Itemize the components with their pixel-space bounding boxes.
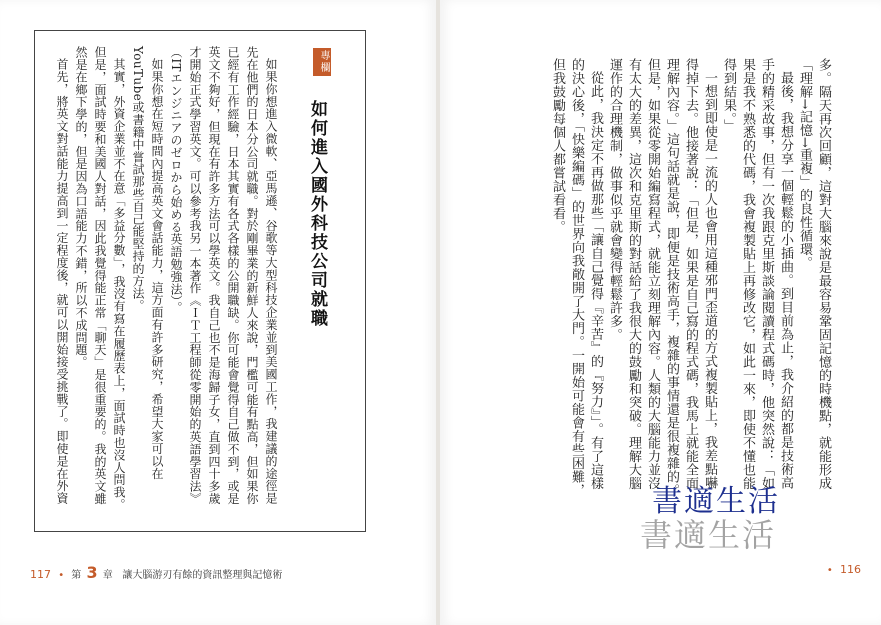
chapter-number: 3: [86, 563, 98, 582]
right-footer: [823, 563, 861, 576]
page-number-right: 116: [840, 563, 861, 576]
body-paragraph: 一想到即使是一流的人也會用這種邪門歪道的方式複製貼上，我差點嚇得掉下去。他接著說：「但是，如果是自己寫的程式碼，我馬上就能全面理解內容。」這句話就是說，即便是技術高手，複雜的事情還是很複雜的。但是，如果從零開始編寫程式，就能立刻理解內容。人類的大腦能力並沒有太大的差異，這次和克里斯的對話給了我很大的鼓勵和突破。理解大腦運作的合理機制，做事似乎就會變得輕鬆許多。: [607, 58, 717, 497]
page-number-left: 117: [30, 568, 51, 581]
body-paragraph: 從此，我決定不再做那些「讓自己覺得『辛苦』的『努力』」。有了這樣的決心後，「快樂編碼」的世界向我敞開了大門。一開始可能會有些困難，但我鼓勵每個人都嘗試看看。: [550, 58, 603, 497]
sidebar-tag: 專欄: [313, 48, 331, 76]
sidebar-paragraph: 如果你想在短時間內提高英文會話能力，這方面有許多研究，希望大家可以在YouTube或書籍中嘗試那些自己能堅持的方法。: [131, 46, 164, 480]
watermark-text: 書適生活: [652, 484, 780, 519]
chapter-suffix: 章: [102, 570, 113, 581]
body-paragraph: 最後，我想分享一個輕鬆的小插曲。到目前為止，我介紹的都是技術高手的精采故事，但有一次我跟克里斯談論閱讀程式碼時，他突然說：「如果是我不熟悉的代碼，我會複製貼上再修改它，如此一來，即使不懂也能得到結果。」: [721, 58, 793, 490]
sidebar-paragraph: 首先，將英文對話能力提高到一定程度後，就可以開始接受挑戰了。即使是在外資: [55, 58, 69, 505]
sidebar-body: [52, 46, 280, 512]
watermark-text-shadow: 書適生活: [640, 516, 777, 554]
sidebar-title: 如何進入國外科技公司就職: [307, 100, 327, 328]
left-page: [0, 0, 436, 625]
left-footer: [30, 563, 282, 582]
sidebar-paragraph: 如果你想進入微軟、亞馬遜、谷歌等大型科技企業並到美國工作，我建議的途徑是先在他們的日本分公司就職。對於剛畢業的新鮮人來說，門檻可能有點高，但如果你已經有工作經驗，日本其實有各式各樣的公開職缺。你可能會覺得自己做不到，或是英文不夠好，但現在有許多方法可以學英文。我自己也不是海歸子女，直到四十多歲才開始正式學習英文。可以參考我另一本著作《ＩＴ工程師從零開始的英語學習法》（ITエンジニアのゼロから始める英語勉強法）。: [169, 46, 278, 505]
footer-dot: •: [58, 570, 65, 581]
right-body: [548, 58, 833, 498]
chapter-prefix: 第: [71, 570, 82, 581]
footer-dot: •: [826, 565, 833, 576]
body-paragraph: 多。隔天再次回顧，這對大腦來說是最容易鞏固記憶的時機點，就能形成「理解→記憶→重複」的良性循環。: [797, 58, 831, 490]
sidebar-paragraph: 其實，外資企業並不在意「多益分數」，我沒有寫在履歷表上，面試時也沒人問我。但是，面試時要和美國人對話，因此我覺得能正常「聊天」是很重要的。我的英文雖然是在鄉下學的，但是因為口語能力不錯，所以不成問題。: [74, 46, 126, 511]
chapter-title: 讓大腦游刃有餘的資訊整理與記憶術: [122, 570, 283, 581]
